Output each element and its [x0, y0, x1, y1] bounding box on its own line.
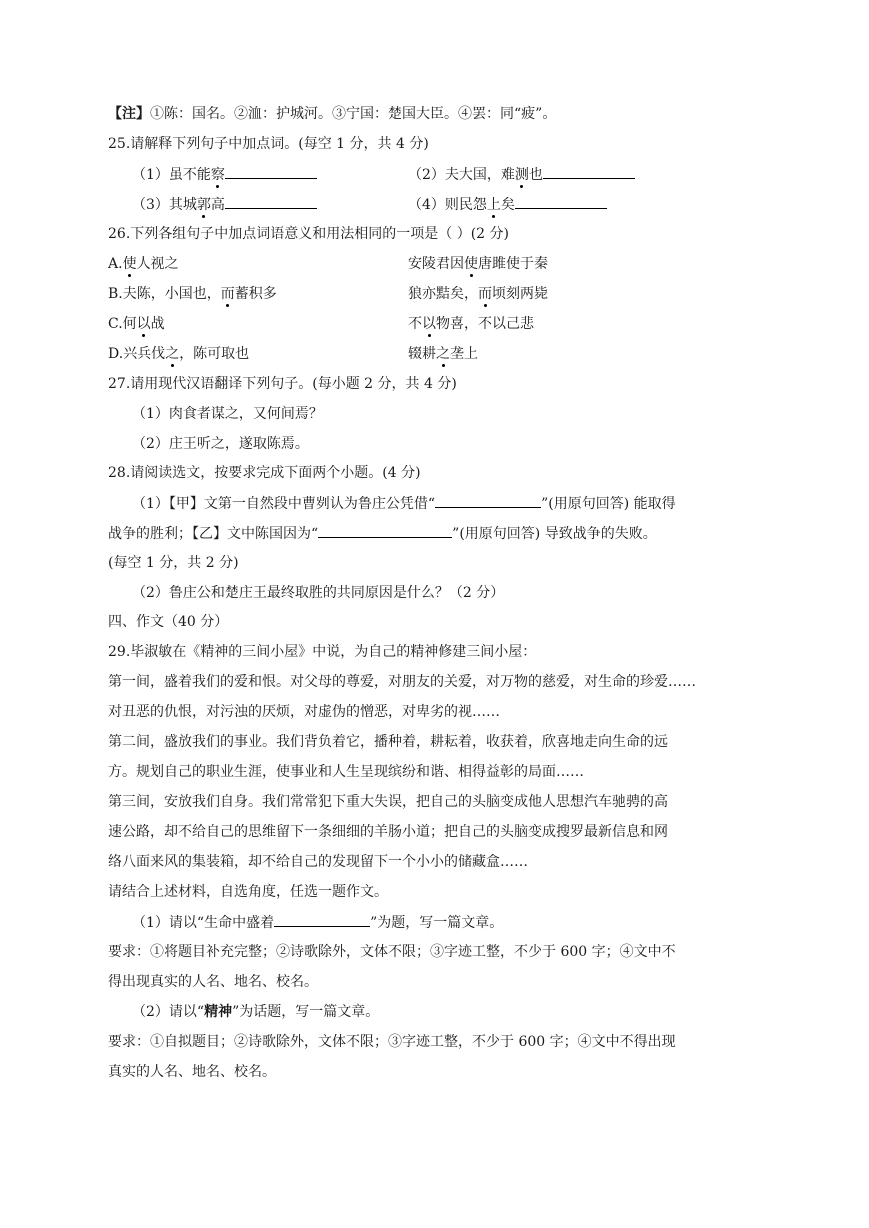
q29-requirement-2-line2: 真实的人名、地名、校名。: [108, 1064, 276, 1080]
q27-item-1: （1）肉食者谋之，又何间焉？: [132, 406, 323, 422]
q27-item-2: （2）庄王听之，遂取陈焉。: [132, 436, 309, 452]
q25-item-2: （2）夫大国，难测也: [408, 164, 635, 185]
q28-part1-line3: (每空 1 分，共 2 分): [108, 555, 239, 571]
q29-title: 29.毕淑敏在《精神的三间小屋》中说，为自己的精神修建三间小屋：: [108, 644, 537, 660]
section-4-heading: 四、作文（40 分）: [108, 614, 229, 630]
answer-blank: [435, 493, 541, 508]
q28-part2: （2）鲁庄公和楚庄王最终取胜的共同原因是什么？（2 分）: [132, 585, 505, 601]
q26-option-c-left: C.何以战: [108, 316, 165, 332]
answer-blank: [515, 194, 607, 209]
q25-item-4: （4）则民怨上矣: [408, 194, 607, 215]
q26-option-d-right: 辍耕之垄上: [408, 346, 478, 362]
q26-title: 26.下列各组句子中加点词语意义和用法相同的一项是（ ）(2 分): [108, 226, 509, 242]
q29-para1-line2: 对丑恶的仇恨，对污浊的厌烦，对虚伪的憎恶，对卑劣的视……: [108, 704, 500, 720]
note-text: ①陈：国名。②洫：护城河。③宁国：楚国大臣。④罢：同“疲”。: [150, 106, 557, 122]
answer-blank: [225, 194, 317, 209]
q28-part1-line2: 战争的胜利；【乙】文中陈国因为“ ”(用原句回答) 导致战争的失败。: [108, 523, 657, 544]
q27-title: 27.请用现代汉语翻译下列句子。(每小题 2 分，共 4 分): [108, 376, 457, 392]
q25-item-1: （1）虽不能察: [132, 164, 317, 185]
answer-blank: [543, 164, 635, 179]
q29-para2-line1: 第二间，盛放我们的事业。我们背负着它，播种着，耕耘着，收获着，欣喜地走向生命的远: [108, 734, 668, 750]
q26-option-a-right: 安陵君因使唐雎使于秦: [408, 256, 548, 272]
q28-title: 28.请阅读选文，按要求完成下面两个小题。(4 分): [108, 465, 421, 481]
q29-para3-line1: 第三间，安放我们自身。我们常常犯下重大失误，把自己的头脑变成他人思想汽车驰骋的高: [108, 794, 668, 810]
q26-option-b-right: 狼亦黠矣，而顷刻两毙: [408, 286, 548, 302]
q26-option-a-left: A.使人视之: [108, 256, 179, 272]
q29-para1-line1: 第一间，盛着我们的爱和恨。对父母的尊爱，对朋友的关爱，对万物的慈爱，对生命的珍爱……: [108, 674, 696, 690]
q29-requirement-1-line2: 得出现真实的人名、地名、校名。: [108, 974, 318, 990]
q29-option-2: （2）请以“精神”为话题，写一篇文章。: [132, 1004, 380, 1020]
q25-title: 25.请解释下列句子中加点词。(每空 1 分，共 4 分): [108, 136, 429, 152]
q29-option-1: （1）请以“生命中盛着 ”为题，写一篇文章。: [132, 912, 503, 933]
q29-requirement-2-line1: 要求：①自拟题目；②诗歌除外，文体不限；③字迹工整，不少于 600 字；④文中不得出现: [108, 1034, 676, 1050]
q29-para3-line3: 络八面来风的集装箱，却不给自己的发现留下一个小小的储藏盒……: [108, 854, 528, 870]
q26-option-d-left: D.兴兵伐之，陈可取也: [108, 346, 250, 362]
answer-blank: [274, 912, 370, 927]
q28-part1-line1: （1）【甲】文第一自然段中曹刿认为鲁庄公凭借“ ”(用原句回答) 能取得: [132, 493, 676, 514]
q25-item-3: （3）其城郭高: [132, 194, 317, 215]
note-line: [108, 104, 556, 124]
q29-para3-line2: 速公路，却不给自己的思维留下一条细细的羊肠小道；把自己的头脑变成搜罗最新信息和网: [108, 824, 668, 840]
note-prefix: 【注】: [108, 106, 150, 122]
q29-instruction: 请结合上述材料，自选角度，任选一题作文。: [108, 884, 388, 900]
answer-blank: [318, 523, 452, 538]
answer-blank: [225, 164, 317, 179]
q29-para2-line2: 方。规划自己的职业生涯，使事业和人生呈现缤纷和谐、相得益彰的局面……: [108, 764, 584, 780]
q26-option-c-right: 不以物喜，不以己悲: [408, 316, 534, 332]
q29-requirement-1-line1: 要求：①将题目补充完整；②诗歌除外，文体不限；③字迹工整，不少于 600 字；④文中不: [108, 944, 676, 960]
q26-option-b-left: B.夫陈，小国也，而蓄积多: [108, 286, 277, 302]
